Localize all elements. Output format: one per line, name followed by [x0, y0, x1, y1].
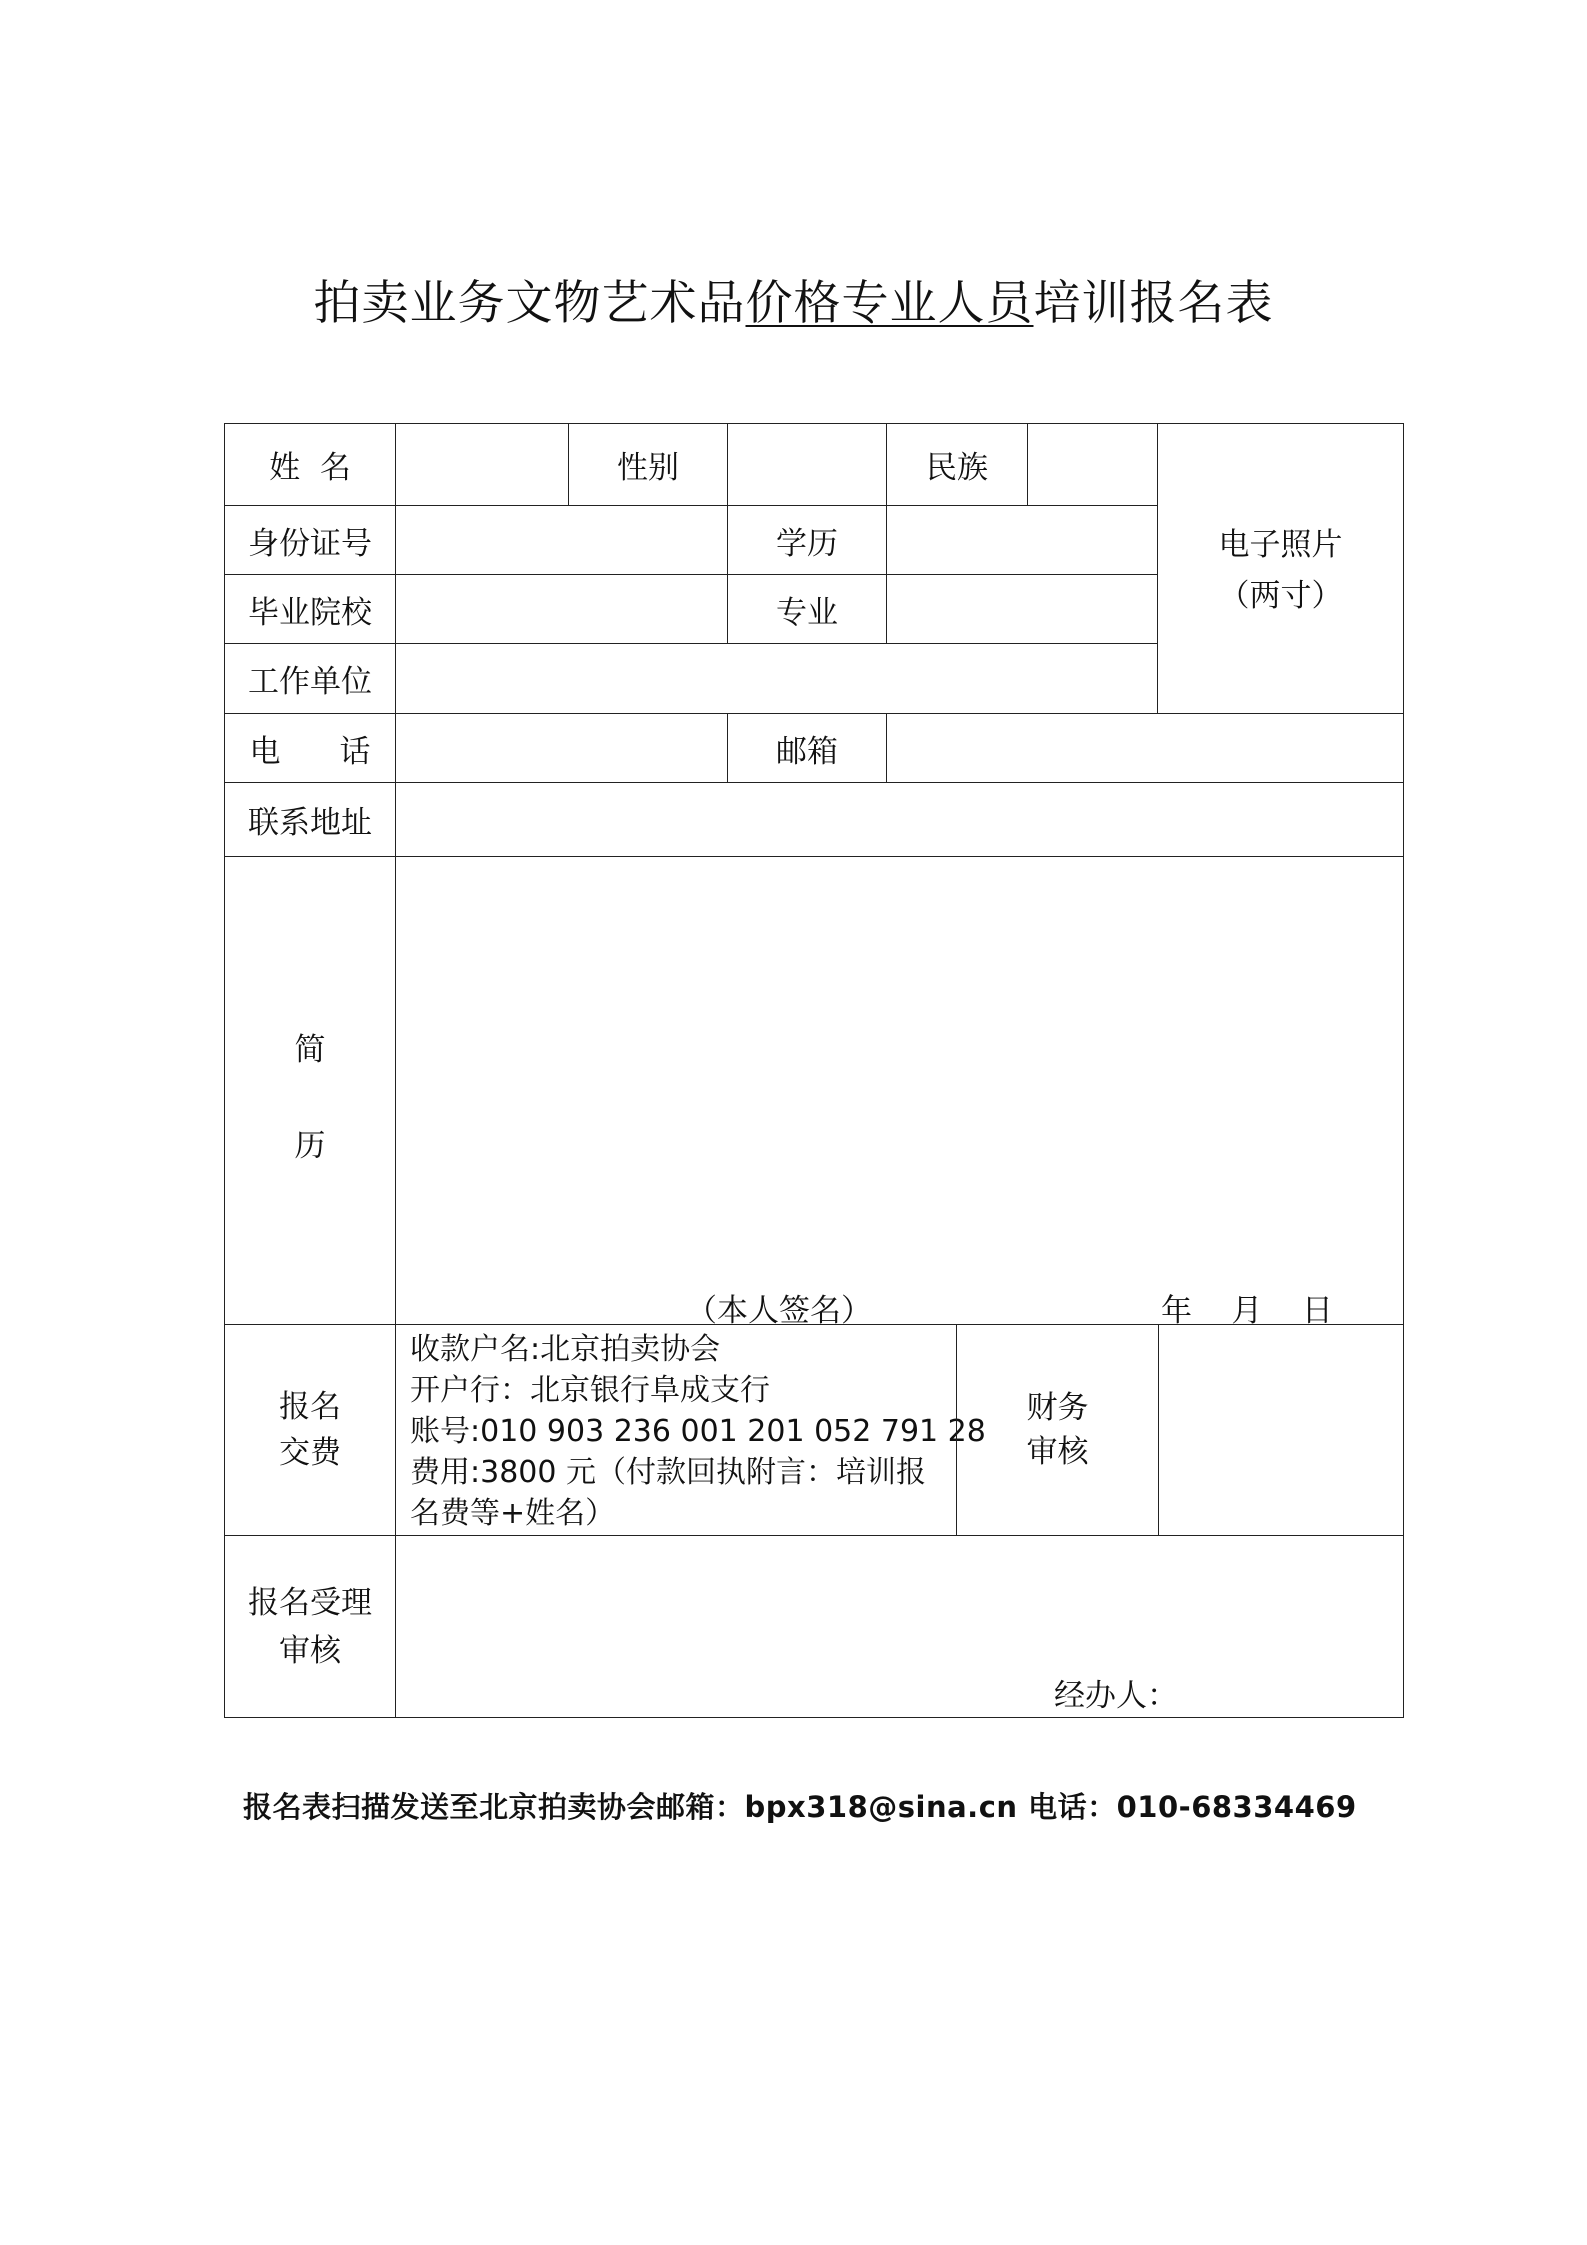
finance-label-cell — [956, 1324, 1159, 1536]
school-field[interactable] — [395, 574, 728, 644]
gender-label-cell — [568, 423, 728, 506]
form-title-part3: 培训报名表 — [1033, 276, 1274, 331]
signature-label: （本人签名） — [686, 1293, 872, 1329]
employer-label-cell — [224, 643, 396, 714]
major-field[interactable] — [886, 574, 1158, 644]
name-label: 姓 名 — [269, 450, 351, 486]
email-label-cell — [727, 713, 887, 783]
id-number-field[interactable] — [395, 505, 728, 575]
date-label: 年 月 日 — [1161, 1293, 1333, 1329]
email-label: 邮箱 — [776, 733, 838, 770]
payment-bank: 开户行：北京银行阜成支行 — [410, 1373, 770, 1408]
payment-account-name: 收款户名:北京拍卖协会 — [410, 1332, 721, 1367]
phone-label-cell — [224, 713, 396, 783]
address-label-cell — [224, 782, 396, 857]
fee-label-line1: 报名 — [279, 1389, 341, 1425]
payment-fee: 费用:3800 元（付款回执附言：培训报 — [410, 1455, 926, 1490]
handler-label: 经办人： — [1054, 1678, 1178, 1714]
ethnicity-field[interactable] — [1027, 423, 1158, 506]
education-field[interactable] — [886, 505, 1158, 575]
major-label-cell — [727, 574, 887, 644]
registration-table — [224, 423, 1404, 1718]
review-label-cell — [224, 1535, 396, 1718]
payment-info-cell — [395, 1324, 986, 1536]
resume-field[interactable] — [395, 856, 1404, 1325]
payment-account-number: 账号:010 903 236 001 201 052 791 28 — [410, 1414, 986, 1449]
education-label-cell — [727, 505, 887, 575]
submission-instructions: 报名表扫描发送至北京拍卖协会邮箱：bpx318@sina.cn 电话：010-68334469 — [243, 1790, 1357, 1824]
payment-fee-note: 名费等+姓名） — [410, 1496, 616, 1531]
address-label: 联系地址 — [248, 805, 372, 841]
phone-label: 电 话 — [249, 733, 371, 770]
name-field[interactable] — [395, 423, 569, 506]
form-title-part2: 价格专业人员 — [745, 276, 1034, 331]
gender-field[interactable] — [727, 423, 887, 506]
finance-label-line2: 审核 — [1026, 1434, 1089, 1470]
id-number-label: 身份证号 — [248, 525, 372, 562]
finance-label-line1: 财务 — [1026, 1390, 1089, 1426]
fee-label-cell — [224, 1324, 396, 1536]
photo-cell[interactable] — [1157, 423, 1404, 714]
ethnicity-label-cell — [886, 423, 1028, 506]
review-label-line2: 审核 — [279, 1632, 341, 1669]
id-number-label-cell — [224, 505, 396, 575]
major-label: 专业 — [776, 594, 838, 631]
finance-review-field[interactable] — [1158, 1324, 1404, 1536]
form-title-part1: 拍卖业务文物艺术品 — [313, 276, 746, 331]
resume-label-char1: 简 — [294, 1032, 326, 1068]
fee-label-line2: 交费 — [279, 1435, 341, 1471]
review-field[interactable] — [395, 1535, 1404, 1718]
address-field[interactable] — [395, 782, 1404, 857]
review-label-line1: 报名受理 — [248, 1584, 372, 1621]
school-label-cell — [224, 574, 396, 644]
education-label: 学历 — [776, 525, 838, 562]
email-field[interactable] — [886, 713, 1404, 783]
ethnicity-label: 民族 — [926, 450, 988, 486]
employer-field[interactable] — [395, 643, 1158, 714]
school-label: 毕业院校 — [248, 594, 372, 631]
gender-label: 性别 — [617, 450, 679, 486]
employer-label: 工作单位 — [248, 664, 372, 700]
name-label-cell — [224, 423, 396, 506]
resume-label-cell — [224, 856, 396, 1325]
phone-field[interactable] — [395, 713, 728, 783]
photo-label: 电子照片 — [1218, 527, 1343, 563]
resume-label-char2: 历 — [294, 1128, 326, 1164]
form-title — [0, 276, 1587, 332]
photo-size-label: （两寸） — [1218, 578, 1343, 614]
